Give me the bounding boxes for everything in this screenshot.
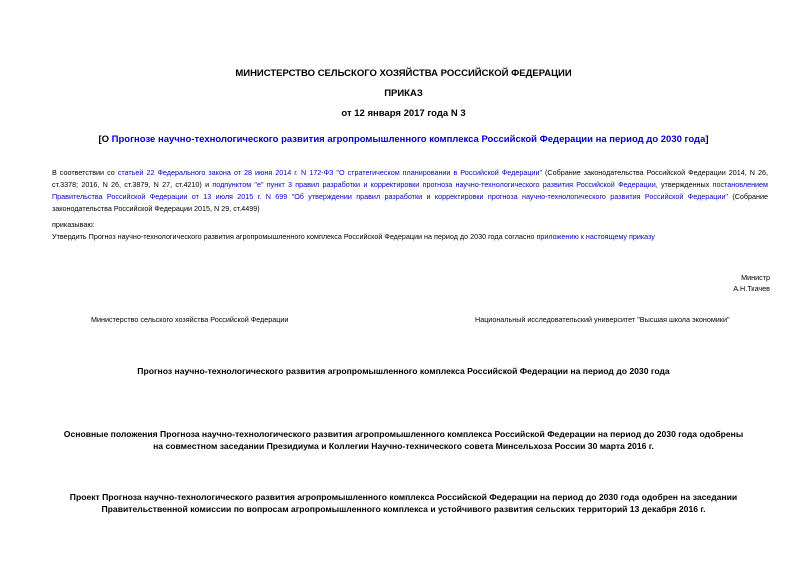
preamble-text-3: , утвержденных — [655, 180, 713, 189]
preamble-paragraph — [52, 167, 768, 215]
draft-line-1: Проект Прогноза научно-технологического развития агропромышленного комплекса Российской Федерации на период до 2030 года одобрен на заседании — [69, 492, 738, 502]
preamble-text-2: (Собрание законодательства Российской Федерации 2014, N 26, ст.3378; 2016, N 26, ст.3879, N 27, ст.4210) и — [52, 168, 768, 189]
draft-block — [0, 491, 807, 515]
forecast-title: Прогноз научно-технологического развития агропромышленного комплекса Российской Федерации на период до 2030 года — [137, 366, 670, 376]
date-number-heading: от 12 января 2017 года N 3 — [341, 108, 466, 119]
doc-type-heading: ПРИКАЗ — [384, 88, 423, 99]
order-paragraph — [52, 231, 768, 242]
rules-subparagraph-link[interactable]: подпунктом "е" пункт 3 правил разработки и корректировки прогноза научно-технологического развития Российской Федерации — [212, 180, 656, 189]
main-provisions-block — [0, 428, 807, 452]
title-open-bracket: [О — [98, 134, 112, 145]
main-provisions-line-1: Основные положения Прогноза научно-технологического развития агропромышленного комплекса Российской Федерации на период до 2030 года одобрены — [63, 429, 744, 439]
org-left: Министерство сельского хозяйства Российской Федерации — [91, 315, 289, 324]
order-text: Утвердить Прогноз научно-технологического развития агропромышленного комплекса Российской Федерации на период до 2030 года согласно — [52, 232, 537, 241]
government-resolution-link[interactable]: постановлением Правительства Российской Федерации от 13 июля 2015 г. N 699 "Об утверждении правил разработки и корректировки прогноза научно-технологического развития Российской Федерации" — [52, 180, 768, 201]
appendix-link[interactable]: приложению к настоящему приказу — [536, 232, 655, 241]
draft-line-2: Правительственной комиссии по вопросам агропромышленного комплекса и устойчивого развития сельских территорий 13 декабря 2016 г. — [101, 504, 706, 514]
org-right: Национальный исследовательский университет "Высшая школа экономики" — [475, 315, 730, 324]
signature-name: А.Н.Ткачев — [733, 284, 770, 293]
title-link[interactable]: Прогнозе научно-технологического развития агропромышленного комплекса Российской Федерации на период до 2030 года — [111, 134, 706, 145]
ministry-heading: МИНИСТЕРСТВО СЕЛЬСКОГО ХОЗЯЙСТВА РОССИЙСКОЙ ФЕДЕРАЦИИ — [235, 68, 572, 79]
order-title — [0, 134, 807, 145]
signature-position: Министр — [741, 273, 770, 282]
law-article-link[interactable]: статьей 22 Федерального закона от 28 июня 2014 г. N 172-ФЗ "О стратегическом планировании в Российской Федерации" — [117, 168, 543, 177]
preamble-text-1: В соответствии со — [52, 168, 118, 177]
title-close-bracket: ] — [705, 134, 709, 145]
prikazyvayu-text: приказываю: — [52, 220, 95, 229]
main-provisions-line-2: на совместном заседании Президиума и Коллегии Научно-технического совета Минсельхоза России 30 марта 2016 г. — [153, 441, 654, 451]
preamble-text-4: (Собрание законодательства Российской Федерации 2015, N 29, ст.4499) — [52, 192, 769, 213]
